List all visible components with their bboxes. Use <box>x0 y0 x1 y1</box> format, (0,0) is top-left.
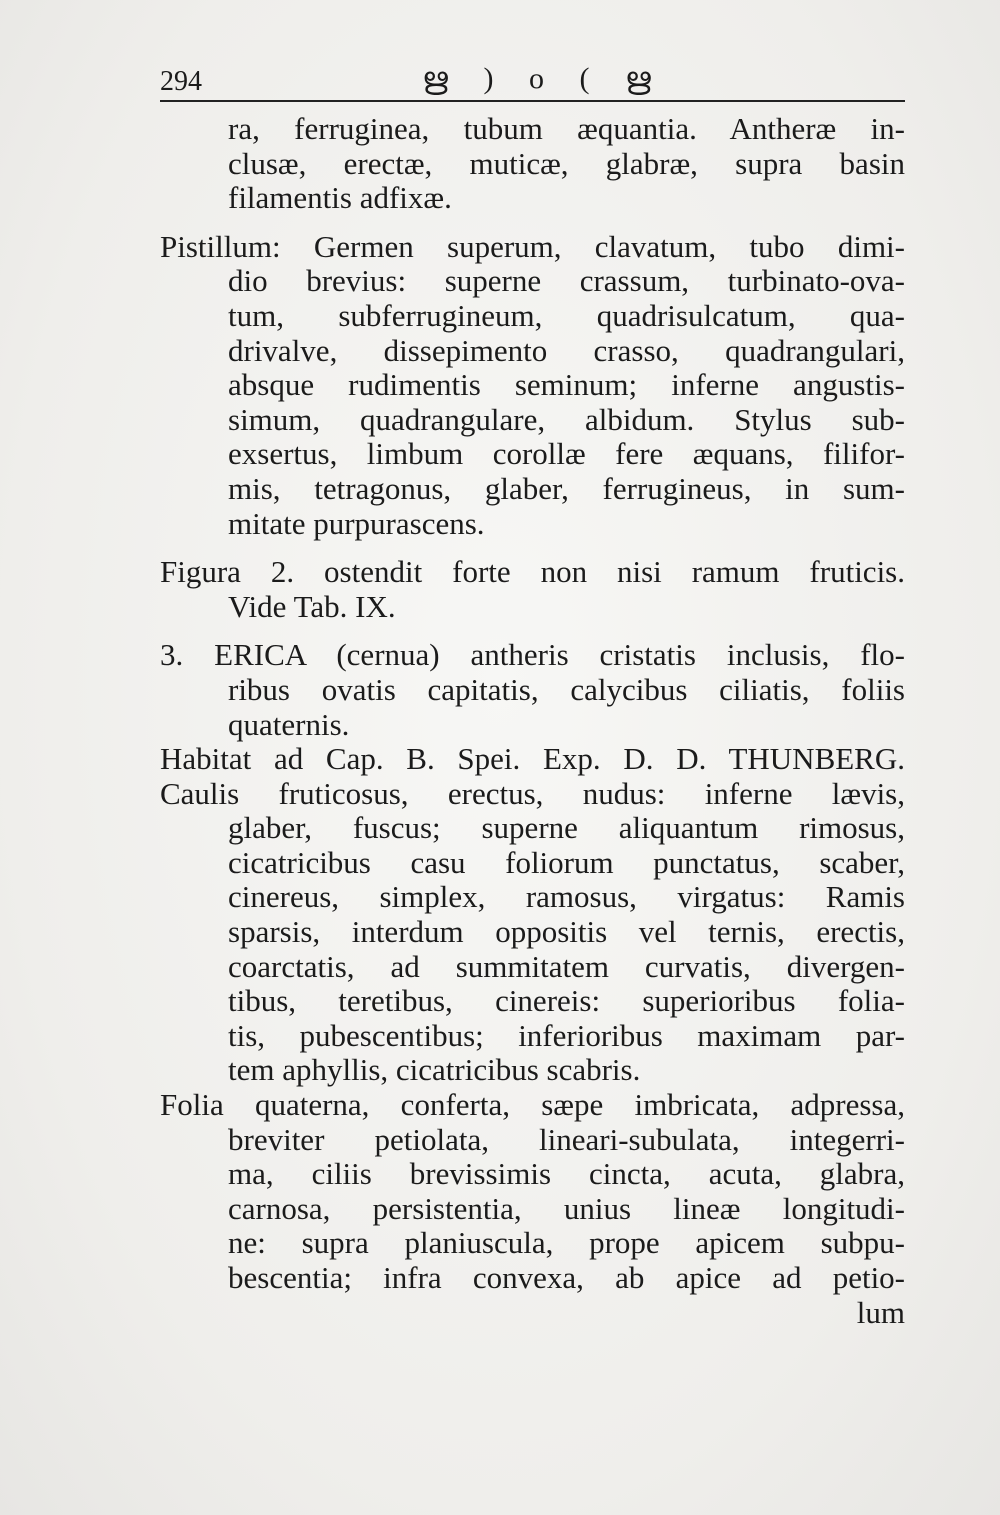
text-line: breviter petiolata, lineari-subulata, integerri- <box>228 1121 905 1157</box>
text-line: ne: supra planiuscula, prope apicem subpu- <box>228 1225 905 1261</box>
text-line: clusæ, erectæ, muticæ, glabræ, supra basin <box>228 145 905 181</box>
species-heading: 3. ERICA (cernua) antheris cristatis inclusis, flo- <box>160 637 905 673</box>
text-line: sparsis, interdum oppositis vel ternis, erectis, <box>228 914 905 950</box>
header-rule <box>160 100 905 102</box>
text-line: coarctatis, ad summitatem curvatis, divergen- <box>228 948 905 984</box>
text-line: tum, subferrugineum, quadrisulcatum, qua- <box>228 297 905 333</box>
text-line: ra, ferruginea, tubum æquantia. Antheræ in- <box>228 111 905 146</box>
text-line: absque rudimentis seminum; inferne angustis- <box>228 367 905 403</box>
paragraph-gap <box>160 216 905 230</box>
text-line: Pistillum: Germen superum, clavatum, tubo dimi- <box>160 228 905 264</box>
paragraph-gap <box>160 624 905 638</box>
text-line: Vide Tab. IX. <box>228 588 396 624</box>
text-line: bescentia; infra convexa, ab apice ad petio- <box>228 1260 905 1295</box>
text-line: cinereus, simplex, ramosus, virgatus: Ramis <box>228 879 905 915</box>
text-line: tem aphyllis, cicatricibus scabris. <box>228 1052 641 1088</box>
text-line: mis, tetragonus, glaber, ferrugineus, in sum- <box>228 470 905 506</box>
text-line: Caulis fruticosus, erectus, nudus: inferne lævis, <box>160 775 905 811</box>
body-text <box>160 112 905 1330</box>
text-line: lum <box>856 1294 905 1330</box>
text-line: Folia quaterna, conferta, sæpe imbricata, adpressa, <box>160 1087 905 1123</box>
text-line: dio brevius: superne crassum, turbinato-ova- <box>228 263 905 299</box>
text-line: carnosa, persistentia, unius lineæ longitudi- <box>228 1190 905 1226</box>
text-line: filamentis adfixæ. <box>228 180 452 216</box>
text-line: simum, quadrangulare, albidum. Stylus sub- <box>228 401 905 437</box>
text-line: ma, ciliis brevissimis cincta, acuta, glabra, <box>228 1156 905 1192</box>
page-number: 294 <box>160 66 202 97</box>
paragraph-gap <box>160 541 905 555</box>
text-line: drivalve, dissepimento crasso, quadrangulari, <box>228 332 905 368</box>
text-line: quaternis. <box>228 706 350 742</box>
text-line: Figura 2. ostendit forte non nisi ramum fruticis. <box>160 554 905 590</box>
text-line: exsertus, limbum corollæ fere æquans, filifor- <box>228 436 905 472</box>
habitat-line: Habitat ad Cap. B. Spei. Exp. D. D. THUNBERG. <box>160 741 905 777</box>
running-header <box>160 62 905 102</box>
text-line: mitate purpurascens. <box>228 505 485 541</box>
header-ornament: ഋ ) ο ( ഋ <box>422 62 665 95</box>
text-line: cicatricibus casu foliorum punctatus, scaber, <box>228 844 905 880</box>
text-line: tis, pubescentibus; inferioribus maximam par- <box>228 1017 905 1053</box>
text-line: tibus, teretibus, cinereis: superioribus folia- <box>228 983 905 1019</box>
text-line: ribus ovatis capitatis, calycibus ciliatis, foliis <box>228 671 905 707</box>
text-line: glaber, fuscus; superne aliquantum rimosus, <box>228 810 905 846</box>
